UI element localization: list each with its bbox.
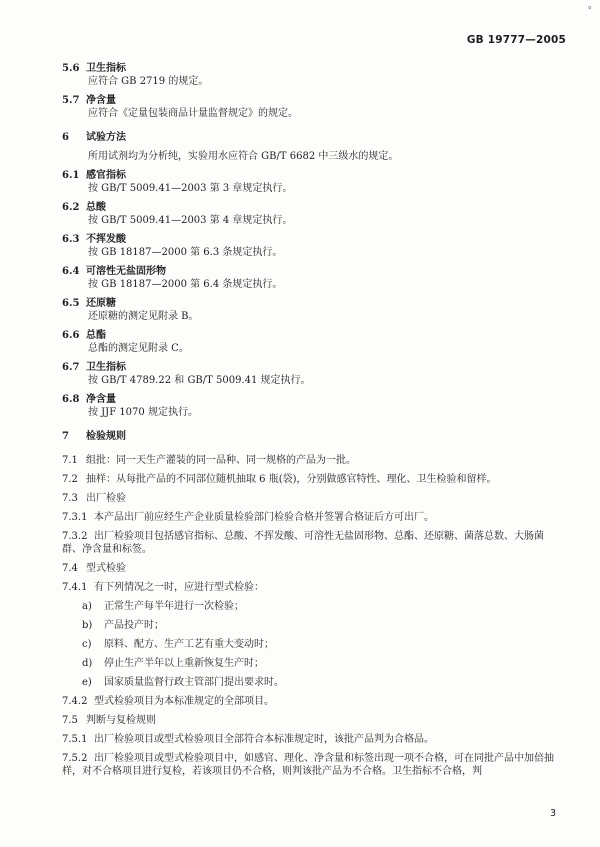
section-7-3-2: 7.3.2 出厂检验项目包括感官指标、总酸、不挥发酸、可溶性无盐固形物、总酯、还原糖、菌落总数、大肠菌群、净含量和标签。 <box>62 531 544 555</box>
section-5-7-heading: 5.7 净含量 <box>62 95 116 106</box>
corner-mark: ° <box>587 6 592 16</box>
section-6-3-heading: 6.3 不挥发酸 <box>62 234 126 245</box>
section-6-1-heading: 6.1 感官指标 <box>62 170 126 181</box>
section-7-5-1: 7.5.1 出厂检验项目或型式检验项目全部符合本标准规定时，该批产品判为合格品。 <box>62 734 434 745</box>
list-item-e: e) 国家质量监督行政主管部门提出要求时。 <box>82 677 284 688</box>
list-item-c: c) 原料、配方、生产工艺有重大变动时； <box>82 639 274 650</box>
section-6-intro: 所用试剂均为分析纯，实验用水应符合 GB/T 6682 中三级水的规定。 <box>88 151 399 162</box>
standard-code-header: GB 19777—2005 <box>466 34 566 46</box>
section-6-6-body: 总酯的测定见附录 C。 <box>88 343 189 354</box>
section-7-5: 7.5 判断与复检规则 <box>62 715 156 726</box>
page-content <box>62 62 562 778</box>
section-6-6-heading: 6.6 总酯 <box>62 330 106 341</box>
list-item-d: d) 停止生产半年以上重新恢复生产时； <box>82 658 264 669</box>
section-6-4-heading: 6.4 可溶性无盐固形物 <box>62 266 166 277</box>
section-6-heading: 6 试验方法 <box>62 132 126 143</box>
section-6-3-body: 按 GB 18187—2000 第 6.3 条规定执行。 <box>88 247 283 258</box>
section-6-7-body: 按 GB/T 4789.22 和 GB/T 5009.41 规定执行。 <box>88 375 311 386</box>
section-6-1-body: 按 GB/T 5009.41—2003 第 3 章规定执行。 <box>88 183 293 194</box>
section-6-2-heading: 6.2 总酸 <box>62 202 106 213</box>
section-7-4-2: 7.4.2 型式检验项目为本标准规定的全部项目。 <box>62 696 274 707</box>
list-item-a: a) 正常生产每半年进行一次检验； <box>82 601 244 612</box>
section-7-4-1: 7.4.1 有下列情况之一时，应进行型式检验： <box>62 582 264 593</box>
section-7-1: 7.1 组批：同一天生产灌装的同一品种、同一规格的产品为一批。 <box>62 455 356 466</box>
section-6-2-body: 按 GB/T 5009.41—2003 第 4 章规定执行。 <box>88 215 293 226</box>
section-6-8-body: 按 JJF 1070 规定执行。 <box>88 407 198 418</box>
section-5-6-heading: 5.6 卫生指标 <box>62 63 126 74</box>
section-5-7-body: 应符合《定量包装商品计量监督规定》的规定。 <box>88 108 298 119</box>
section-7-heading: 7 检验规则 <box>62 431 126 442</box>
section-6-5-body: 还原糖的测定见附录 B。 <box>88 311 199 322</box>
section-7-3: 7.3 出厂检验 <box>62 493 126 504</box>
page-number: 3 <box>549 808 556 819</box>
section-7-2: 7.2 抽样：从每批产品的不同部位随机抽取 6 瓶(袋)，分别做感官特性、理化、卫生检验和留样。 <box>62 474 497 485</box>
list-item-b: b) 产品投产时； <box>82 620 164 631</box>
section-6-8-heading: 6.8 净含量 <box>62 394 116 405</box>
section-7-4: 7.4 型式检验 <box>62 563 126 574</box>
section-5-6-body: 应符合 GB 2719 的规定。 <box>88 76 209 87</box>
section-7-5-2: 7.5.2 出厂检验项目或型式检验项目中，如感官、理化、净含量和标签出现一项不合格，可在同批产品中加倍抽样，对不合格项目进行复检，若该项目仍不合格，则判该批产品为不合格。卫生指标不合格，判 <box>62 753 554 777</box>
section-6-4-body: 按 GB 18187—2000 第 6.4 条规定执行。 <box>88 279 283 290</box>
section-7-3-1: 7.3.1 本产品出厂前应经生产企业质量检验部门检验合格并签署合格证后方可出厂。 <box>62 512 434 523</box>
section-6-5-heading: 6.5 还原糖 <box>62 298 116 309</box>
section-6-7-heading: 6.7 卫生指标 <box>62 362 126 373</box>
